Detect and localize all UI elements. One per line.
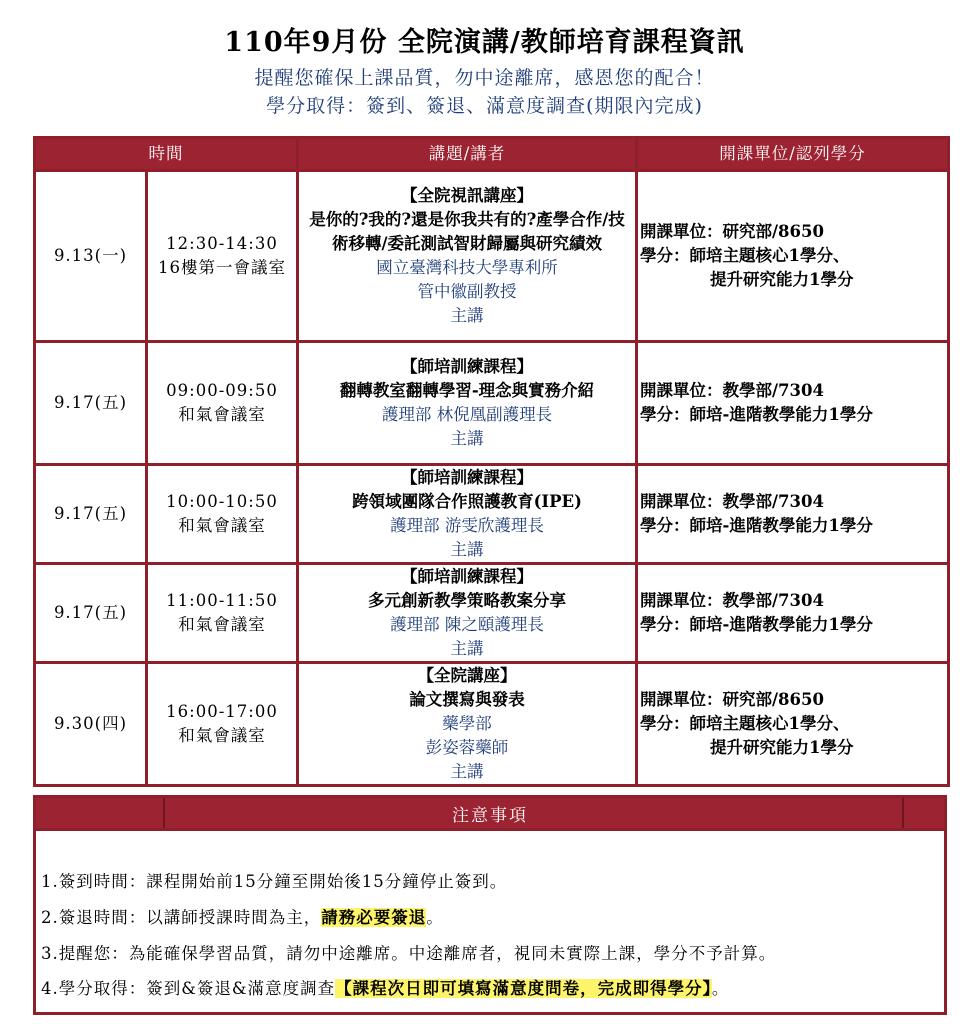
time-range: 16:00-17:00: [166, 702, 278, 721]
place: 和氣會議室: [178, 405, 266, 424]
place: 和氣會議室: [178, 516, 266, 535]
speaker-name: 管中徽副教授: [417, 282, 517, 301]
header-unit: 開課單位/認列學分: [637, 138, 949, 171]
time-range: 10:00-10:50: [166, 492, 278, 511]
place: 16樓第一會議室: [158, 258, 286, 277]
topic-cell: [298, 663, 637, 786]
notice-text: 2.簽退時間：以講師授課時間為主，: [41, 908, 322, 927]
table-header-row: [35, 138, 949, 171]
unit-cell: [637, 465, 949, 564]
time-cell: [147, 465, 298, 564]
table-row: [35, 564, 949, 663]
notice-text: 4.學分取得：簽到&簽退&滿意度調查: [41, 979, 336, 998]
unit: 開課單位：教學部/7304: [640, 381, 824, 400]
time-cell: [147, 663, 298, 786]
notice-item: [41, 868, 507, 892]
credit: 學分：師培-進階教學能力1學分: [640, 516, 873, 535]
header-topic: 講題/講者: [298, 138, 637, 171]
course-tag: 【全院講座】: [417, 666, 517, 685]
credit-extra: 提升研究能力1學分: [710, 270, 854, 289]
topic-cell: [298, 171, 637, 342]
speaker-affiliation: 國立臺灣科技大學專利所: [376, 258, 558, 277]
course-tag: 【全院視訊講座】: [401, 186, 533, 205]
course-tag: 【師培訓練課程】: [401, 567, 533, 586]
course-title: 翻轉教室翻轉學習-理念與實務介紹: [339, 381, 595, 400]
unit-cell: [637, 342, 949, 465]
place: 和氣會議室: [178, 726, 266, 745]
time-cell: [147, 564, 298, 663]
unit: 開課單位：研究部/8650: [640, 222, 824, 241]
course-title: 跨領域團隊合作照護教育(IPE): [352, 492, 582, 511]
course-tag: 【師培訓練課程】: [401, 357, 533, 376]
time-range: 09:00-09:50: [166, 381, 278, 400]
course-title: 多元創新教學策略教案分享: [368, 591, 566, 610]
credit-subtitle: 學分取得：簽到、簽退、滿意度調查(期限內完成): [266, 95, 703, 117]
header-time: 時間: [35, 138, 298, 171]
table-row: [35, 342, 949, 465]
notice-header-right-cell: [902, 798, 944, 828]
notice-item: [41, 975, 729, 999]
speaker-role: 主講: [450, 429, 484, 448]
speaker: 護理部 陳之頤護理長: [390, 615, 544, 634]
notice-tail: 。: [426, 908, 444, 927]
topic-cell: [298, 465, 637, 564]
date-cell: 9.17(五): [35, 342, 147, 465]
page-title: 110年9月份 全院演講/教師培育課程資訊: [224, 27, 745, 58]
schedule-table: [33, 136, 950, 787]
date-cell: 9.17(五): [35, 564, 147, 663]
notice-title: 注意事項: [452, 806, 528, 826]
speaker-role: 主講: [450, 762, 484, 781]
table-row: [35, 465, 949, 564]
table-row: [35, 171, 949, 342]
credit: 學分：師培主題核心1學分、: [640, 246, 850, 265]
speaker-name: 彭姿蓉藥師: [425, 738, 509, 757]
reminder-subtitle: 提醒您確保上課品質，勿中途離席，感恩您的配合！: [254, 67, 715, 89]
credit: 學分：師培-進階教學能力1學分: [640, 615, 873, 634]
date-cell: 9.13(一): [35, 171, 147, 342]
speaker: 護理部 游雯欣護理長: [390, 516, 544, 535]
time-range: 12:30-14:30: [166, 234, 278, 253]
date-cell: 9.17(五): [35, 465, 147, 564]
time-cell: [147, 342, 298, 465]
notice-tail: 。: [711, 979, 730, 998]
unit: 開課單位：教學部/7304: [640, 492, 824, 511]
notice-highlight: 請務必要簽退: [321, 908, 427, 927]
topic-cell: [298, 564, 637, 663]
notice-body: [33, 831, 947, 1015]
course-title: 論文撰寫與發表: [409, 690, 525, 709]
notice-item: [41, 940, 776, 964]
speaker-role: 主講: [450, 639, 484, 658]
date-cell: 9.30(四): [35, 663, 147, 786]
unit-cell: [637, 171, 949, 342]
notice-highlight: 【課程次日即可填寫滿意度問卷，完成即得學分】: [335, 979, 712, 998]
speaker-affiliation: 藥學部: [442, 714, 492, 733]
speaker-role: 主講: [450, 306, 484, 325]
unit: 開課單位：教學部/7304: [640, 591, 824, 610]
speaker: 護理部 林倪凰副護理長: [381, 405, 553, 424]
course-title: 是你的?我的?還是你我共有的?產學合作/技術移轉/委託測試智財歸屬與研究績效: [309, 210, 625, 253]
unit: 開課單位：研究部/8650: [640, 690, 824, 709]
notice-text: 3.提醒您：為能確保學習品質，請勿中途離席。中途離席者，視同未實際上課，學分不予計算。: [41, 944, 777, 963]
time-cell: [147, 171, 298, 342]
speaker-role: 主講: [450, 540, 484, 559]
credit: 學分：師培-進階教學能力1學分: [640, 405, 873, 424]
topic-cell: [298, 342, 637, 465]
notice-item: [41, 904, 444, 928]
notice-text: 1.簽到時間：課程開始前15分鐘至開始後15分鐘停止簽到。: [41, 872, 508, 891]
course-tag: 【師培訓練課程】: [401, 468, 533, 487]
credit: 學分：師培主題核心1學分、: [640, 714, 850, 733]
table-row: [35, 663, 949, 786]
unit-cell: [637, 663, 949, 786]
place: 和氣會議室: [178, 615, 266, 634]
unit-cell: [637, 564, 949, 663]
time-range: 11:00-11:50: [166, 591, 278, 610]
credit-extra: 提升研究能力1學分: [710, 738, 854, 757]
notice-header: [33, 795, 947, 831]
